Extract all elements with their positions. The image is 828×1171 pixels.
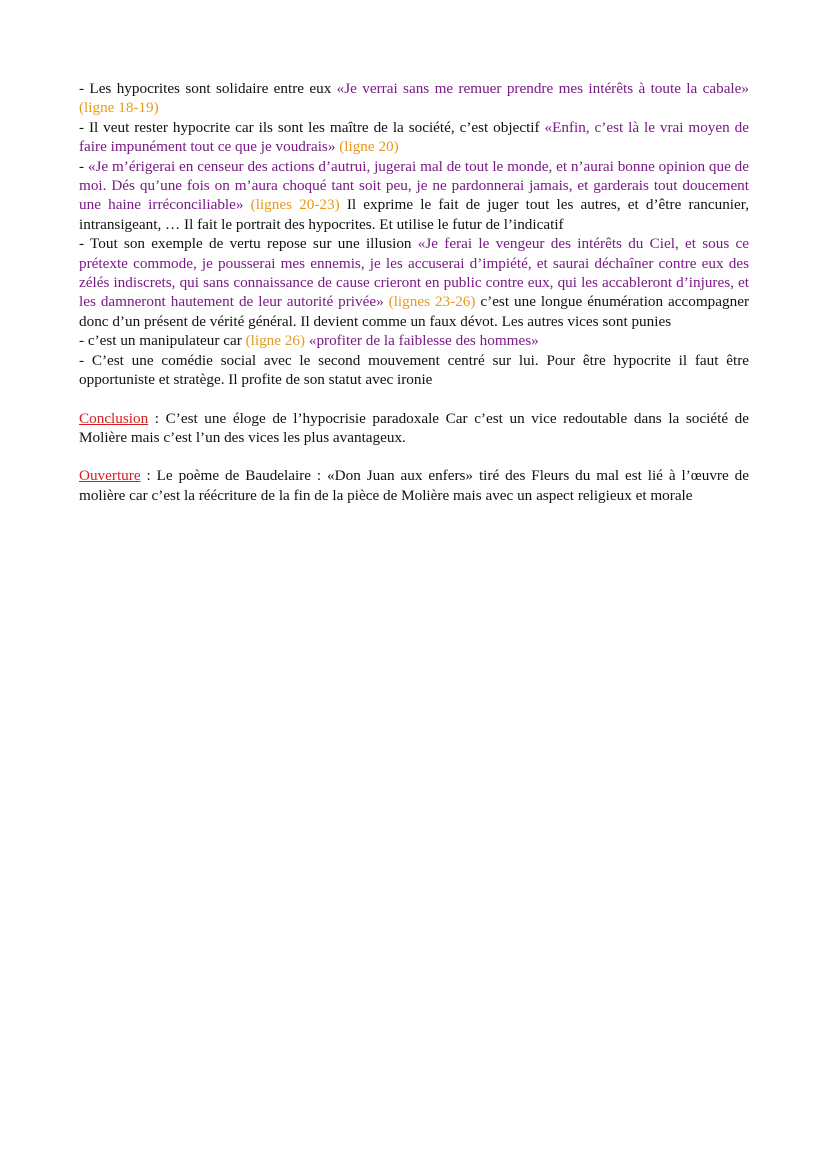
line-reference: (ligne 18-19)	[79, 99, 159, 117]
document-page	[79, 79, 749, 505]
body-text: : Le poème de Baudelaire : «Don Juan aux enfers» tiré des Fleurs du mal est lié à l’œuvre de molière car c’est la réécriture de la fin de la pièce de Molière mais avec un aspect religieux et morale	[79, 467, 749, 504]
body-text: - Il veut rester hypocrite car ils sont les maître de la société, c’est objectif	[79, 118, 545, 136]
line-reference: (ligne 20)	[339, 138, 399, 156]
body-text: - Tout son exemple de vertu repose sur une illusion	[79, 235, 418, 253]
line-reference: (lignes 20-23)	[250, 196, 340, 214]
quotation: «Je ferai le vengeur des intérêts du Ciel, et sous ce prétexte commode, je pousserai mes ennemis, je les accuserai d’impiété, et saurai déchaîner contre eux des zélés indiscrets, qui sans connaissance de cause crieront en public contre eux, qui les accableront d’injures, et les damneront hautement de leur autorité privée»	[79, 235, 749, 311]
body-text: -	[79, 157, 88, 175]
body-text: : C’est une éloge de l’hypocrisie paradoxale Car c’est un vice redoutable dans la société de Molière mais c’est l’un des vices les plus avantageux.	[79, 409, 749, 446]
quotation: «profiter de la faiblesse des hommes»	[308, 332, 539, 350]
quotation: «Je m’érigerai en censeur des actions d’autrui, jugerai mal de tout le monde, et n’aurai bonne opinion que de moi. Dés qu’une fois on m’aura choqué tant soit peu, je ne pardonnerai jamais, et garderais tout doucement une haine irréconciliable»	[79, 157, 749, 214]
body-text: Il exprime le fait de juger tout les autres, et d’être rancunier, intransigeant, … Il fait le portrait des hypocrites. Et utilise le futur de l’indicatif	[79, 196, 750, 233]
body-text: - Les hypocrites sont solidaire entre eux	[79, 80, 337, 97]
section-heading: Conclusion	[79, 409, 149, 427]
body-text: c’est une longue énumération accompagner donc d’un présent de vérité général. Il devient comme un faux dévot. Les autres vices sont punies	[79, 293, 750, 330]
paragraph-spacer	[79, 390, 749, 409]
paragraph-p3	[79, 157, 749, 235]
paragraph-conclusion	[79, 409, 749, 448]
paragraph-p2	[79, 118, 749, 157]
quotation: «Enfin, c’est là le vrai moyen de faire impunément tout ce que je voudrais»	[79, 118, 749, 156]
body-text: - c’est un manipulateur car	[79, 332, 246, 350]
line-reference: (lignes 23-26)	[388, 293, 476, 311]
line-reference: (ligne 26)	[245, 332, 306, 350]
paragraph-p6	[79, 351, 749, 390]
body-text	[243, 196, 250, 213]
paragraph-ouverture	[79, 466, 749, 505]
paragraph-spacer	[79, 447, 749, 466]
paragraph-p1	[79, 79, 749, 118]
section-heading: Ouverture	[79, 467, 141, 485]
paragraph-p4	[79, 234, 749, 331]
body-text: - C’est une comédie social avec le second mouvement centré sur lui. Pour être hypocrite il faut être opportuniste et stratège. Il profite de son statut avec ironie	[79, 351, 749, 389]
paragraph-p5	[79, 331, 749, 350]
quotation: «Je verrai sans me remuer prendre mes intérêts à toute la cabale»	[336, 80, 749, 97]
